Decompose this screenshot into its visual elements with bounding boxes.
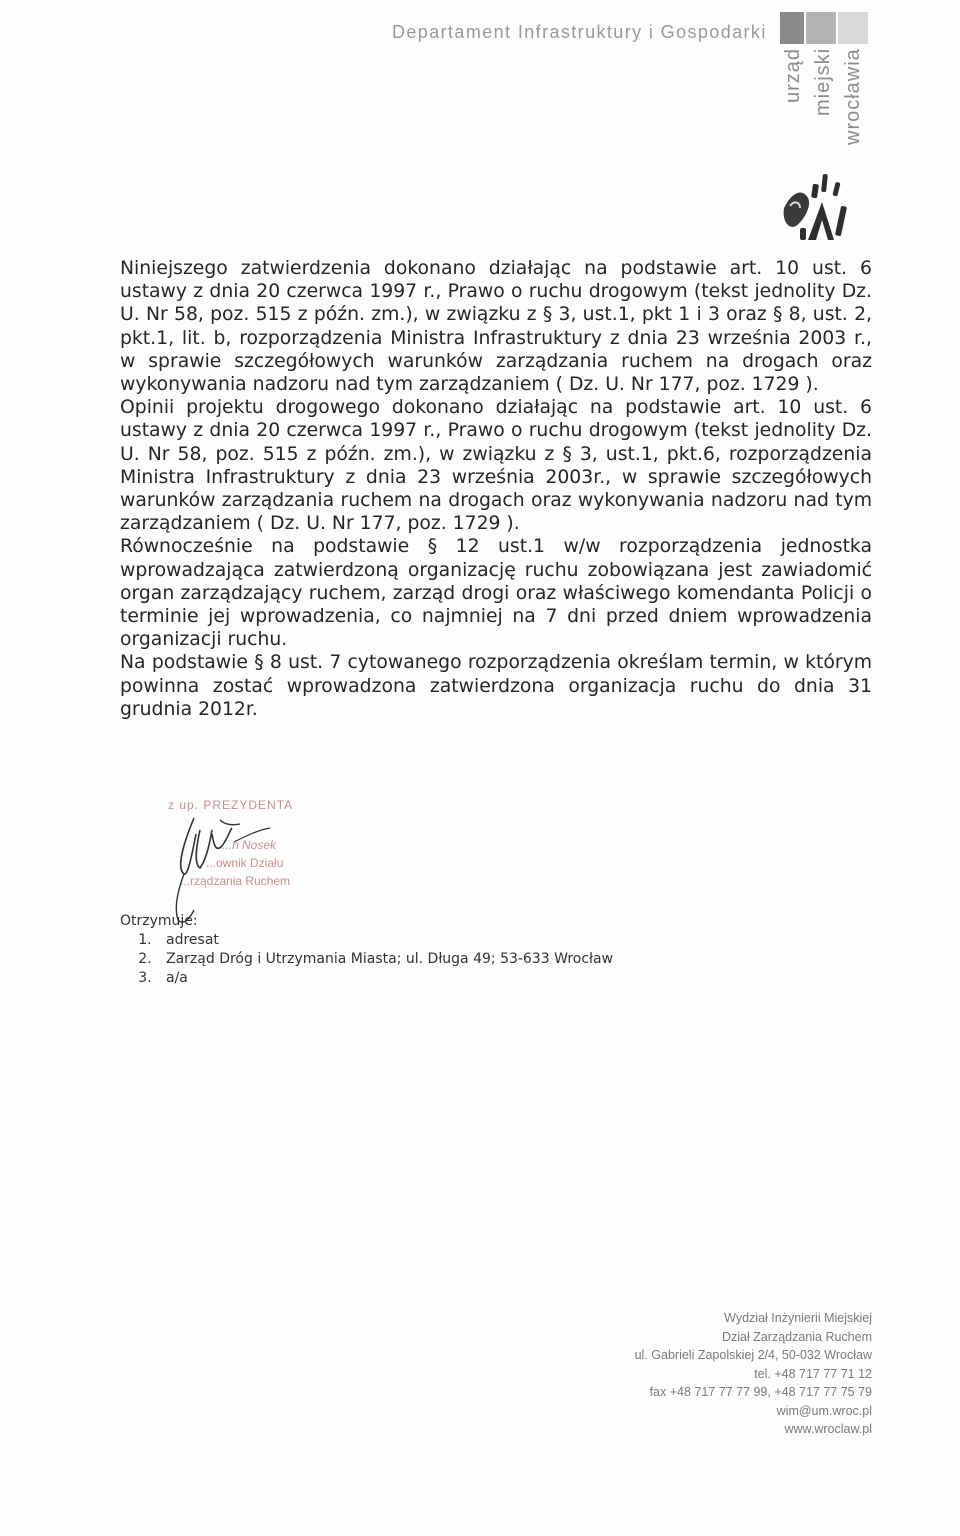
footer-website: www.wroclaw.pl xyxy=(784,1422,872,1436)
footer-phone: tel. +48 717 77 71 12 xyxy=(754,1366,872,1381)
footer-division: Dział Zarządzania Ruchem xyxy=(721,1329,872,1344)
department-header: Departament Infrastruktury i Gospodarki xyxy=(392,22,767,42)
logo-mark-icon xyxy=(778,162,858,242)
footer-address: ul. Gabrieli Zapolskiej 2/4, 50-032 Wrocław xyxy=(634,1348,872,1362)
paragraph-notification: Równocześnie na podstawie § 12 ust.1 w/w rozporządzenia jednostka wprowadzająca zatwierdzoną organizację ruchu zobowiązana jest zawiadomić organ zarządzający ruchem, zarząd drogi oraz właściwego komendanta Policji o terminie jej wprowadzenia, co najmniej na 7 dni przed dniem wprowadzenia organizacji ruchu. xyxy=(120,536,872,651)
logo-bar xyxy=(806,12,836,44)
recipients-title: Otrzymuje: xyxy=(120,913,198,929)
logo-word-wroclawia: wrocławia xyxy=(842,48,864,145)
stamp-line: z up. PREZYDENTA xyxy=(168,798,294,812)
recipient-item: 3. a/a xyxy=(156,969,740,988)
handwritten-signature-icon xyxy=(150,790,410,930)
recipients-list xyxy=(120,912,740,988)
signature-stamp xyxy=(150,790,410,910)
logo-word-urzad: urząd xyxy=(782,48,804,104)
document-body xyxy=(120,257,872,721)
stamp-line: ...rządzania Ruchem xyxy=(180,874,291,888)
city-logo xyxy=(770,12,870,242)
recipient-item: 2. Zarząd Dróg i Utrzymania Miasta; ul. Długa 49; 53-633 Wrocław xyxy=(156,950,740,969)
footer-department: Wydział Inżynierii Miejskiej xyxy=(724,1311,872,1325)
recipient-item: 1. adresat xyxy=(156,931,740,950)
office-footer xyxy=(552,1309,872,1439)
paragraph-opinion: Opinii projektu drogowego dokonano działając na podstawie art. 10 ust. 6 ustawy z dnia 20 czerwca 1997 r., Prawo o ruchu drogowym (tekst jednolity Dz. U. Nr 58, poz. 515 z późn. zm.), w związku z § 3, ust.1, pkt.6, rozporządzenia Ministra Infrastruktury z dnia 23 września 2003r., w sprawie szczegółowych warunków zarządzania ruchem na drogach oraz wykonywania nadzoru nad tym zarządzaniem ( Dz. U. Nr 177, poz. 1729 ). xyxy=(120,397,872,535)
logo-bar xyxy=(838,12,868,44)
stamp-line: ...ownik Działu xyxy=(206,856,284,870)
footer-fax: fax +48 717 77 77 99, +48 717 77 75 79 xyxy=(649,1385,872,1399)
paragraph-deadline: Na podstawie § 8 ust. 7 cytowanego rozporządzenia określam termin, w którym powinna zostać wprowadzona zatwierdzona organizacja ruchu do dnia 31 grudnia 2012r. xyxy=(120,652,872,720)
paragraph-legal-basis: Niniejszego zatwierdzenia dokonano działając na podstawie art. 10 ust. 6 ustawy z dnia 20 czerwca 1997 r., Prawo o ruchu drogowym (tekst jednolity Dz. U. Nr 58, poz. 515 z późn. zm.), w związku z § 3, ust.1, pkt 1 i 3 oraz § 8, ust. 2, pkt.1, lit. b, rozporządzenia Ministra Infrastruktury z dnia 23 września 2003 r., w sprawie szczegółowych warunków zarządzania ruchem na drogach oraz wykonywania nadzoru nad tym zarządzaniem ( Dz. U. Nr 177, poz. 1729 ). xyxy=(120,258,872,396)
stamp-line: ...n Nosek xyxy=(222,838,277,852)
footer-email: wim@um.wroc.pl xyxy=(776,1403,872,1418)
logo-word-miejski: miejski xyxy=(812,48,834,117)
logo-bar xyxy=(780,12,804,44)
